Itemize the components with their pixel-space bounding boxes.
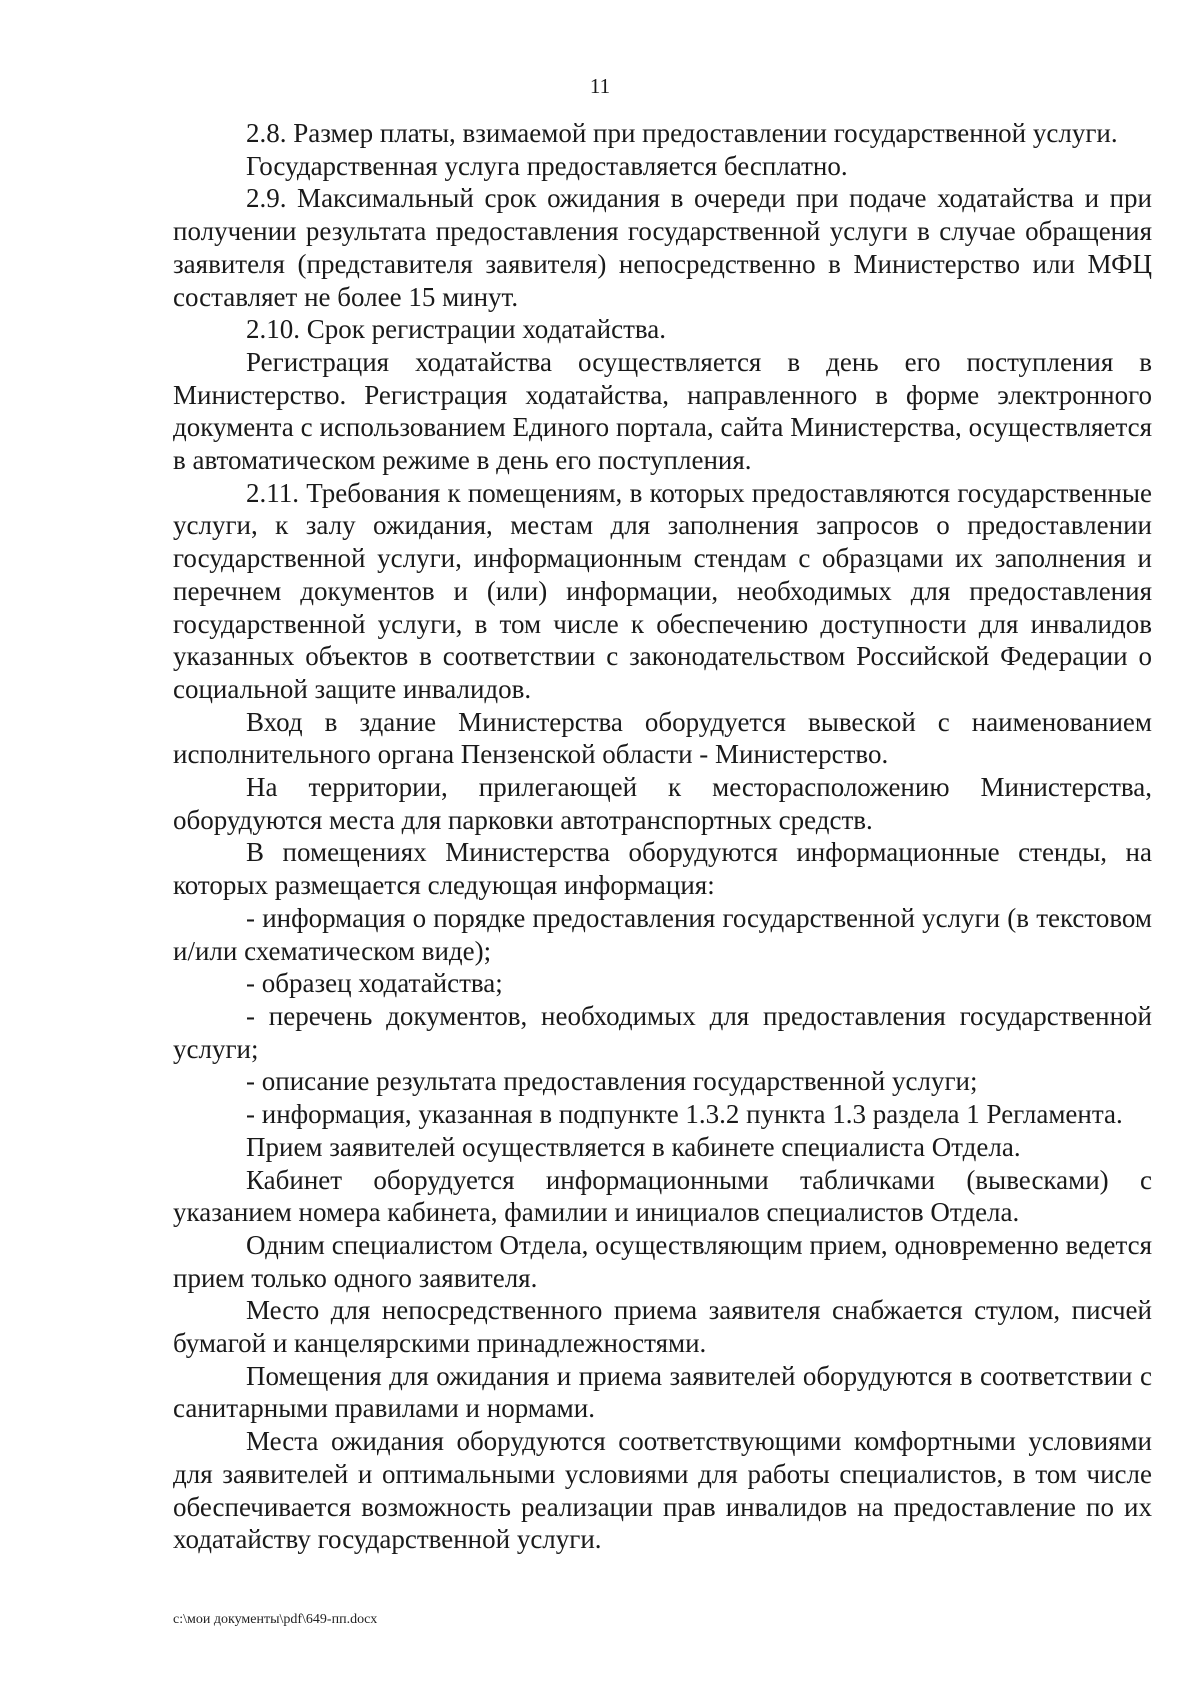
paragraph: Помещения для ожидания и приема заявителей оборудуются в соответствии с санитарными правилами и нормами. xyxy=(173,1360,1152,1424)
page-number: 11 xyxy=(589,74,611,98)
paragraph: Одним специалистом Отдела, осуществляющим прием, одновременно ведется прием только одного заявителя. xyxy=(173,1229,1152,1293)
paragraph: Государственная услуга предоставляется бесплатно. xyxy=(246,150,848,181)
document-body xyxy=(173,117,1152,1556)
paragraph: Место для непосредственного приема заявителя снабжается стулом, писчей бумагой и канцелярскими принадлежностями. xyxy=(173,1295,1152,1359)
paragraph: В помещениях Министерства оборудуются информационные стенды, на которых размещается следующая информация: xyxy=(173,837,1152,901)
list-item: - информация о порядке предоставления государственной услуги (в текстовом и/или схематическом виде); xyxy=(173,902,1152,966)
paragraph-2-10-heading: 2.10. Срок регистрации ходатайства. xyxy=(246,314,667,345)
paragraph: Кабинет оборудуется информационными табличками (вывесками) с указанием номера кабинета, фамилии и инициалов специалистов Отдела. xyxy=(173,1164,1152,1228)
footer-file-path: c:\мои документы\pdf\649-пп.docx xyxy=(173,1612,378,1627)
list-item: - информация, указанная в подпункте 1.3.2 пункта 1.3 раздела 1 Регламента. xyxy=(246,1099,1123,1130)
paragraph: Места ожидания оборудуются соответствующими комфортными условиями для заявителей и оптимальными условиями для работы специалистов, в том числе обеспечивается возможность реализации прав инвалидов на предоставление по их ходатайству государственной услуги. xyxy=(173,1426,1152,1555)
paragraph-2-11: 2.11. Требования к помещениям, в которых предоставляются государственные услуги, к залу ожидания, местам для заполнения запросов о предоставлении государственной услуги, информационным стендам с образцами их заполнения и перечнем документов и (или) информации, необходимых для предоставления государственной услуги, в том числе к обеспечению доступности для инвалидов указанных объектов в соответствии с законодательством Российской Федерации о социальной защите инвалидов. xyxy=(173,477,1152,704)
paragraph-2-9: 2.9. Максимальный срок ожидания в очереди при подаче ходатайства и при получении результата предоставления государственной услуги в случае обращения заявителя (представителя заявителя) непосредственно в Министерство или МФЦ составляет не более 15 минут. xyxy=(173,183,1152,312)
list-item: - описание результата предоставления государственной услуги; xyxy=(246,1066,978,1097)
list-item: - образец ходатайства; xyxy=(246,968,503,999)
paragraph: Вход в здание Министерства оборудуется вывеской с наименованием исполнительного органа Пензенской области - Министерство. xyxy=(173,706,1152,770)
paragraph-2-8-heading: 2.8. Размер платы, взимаемой при предоставлении государственной услуги. xyxy=(246,118,1118,148)
list-item: - перечень документов, необходимых для предоставления государственной услуги; xyxy=(173,1000,1152,1064)
paragraph: Прием заявителей осуществляется в кабинете специалиста Отдела. xyxy=(246,1131,1021,1162)
paragraph: На территории, прилегающей к месторасположению Министерства, оборудуются места для парковки автотранспортных средств. xyxy=(173,772,1152,835)
paragraph: Регистрация ходатайства осуществляется в день его поступления в Министерство. Регистрация ходатайства, направленного в форме электронного документа с использованием Единого портала, сайта Министерства, осуществляется в автоматическом режиме в день его поступления. xyxy=(173,346,1152,476)
